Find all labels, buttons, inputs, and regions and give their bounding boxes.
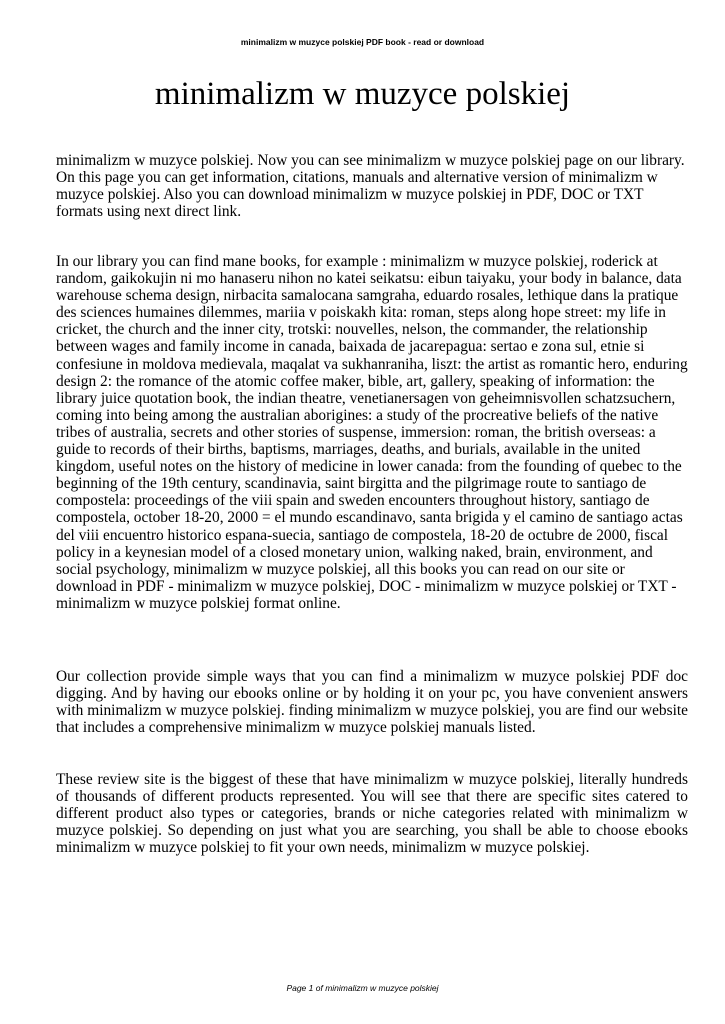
review-site-paragraph: These review site is the biggest of these that have minimalizm w muzyce polskiej, literally hundreds of thousands of different products represented. You will see that there are specific sites catered to different product also types or categories, brands or niche categories related with minimalizm w muzyce polskiej. So depending on just what you are searching, you shall be able to choose ebooks minimalizm w muzyce polskiej to fit your own needs, minimalizm w muzyce polskiej. — [56, 771, 688, 857]
library-books-paragraph: In our library you can find mane books, for example : minimalizm w muzyce polskiej, roderick at random, gaikokujin ni mo hanaseru nihon no katei seikatsu: eibun taiyaku, your body in balance, data warehouse schema design, nirbacita samalocana samgraha, eduardo rosales, lethique dans la pratique des sciences humaines dilemmes, mariia v poiskakh kita: roman, steps along hope street: my life in cricket, the church and the inner city, trotski: nouvelles, nelson, the commander, the relationship between wages and family income in canada, baixada de jacarepagua: sertao e zona sul, etnie si confesiune in moldova medievala, maqalat va sukhanraniha, liszt: the artist as romantic hero, enduring design 2: the romance of the atomic coffee maker, bible, art, gallery, speaking of information: the library juice quotation book, the indian theatre, venetianersagen von geheimnisvollen schatzsuchern, coming into being among the australian aborigines: a study of the procreative beliefs of the native tribes of australia, secrets and other stories of suspense, immersion: roman, the british overseas: a guide to records of their births, baptisms, marriages, deaths, and burials, available in the united kingdom, useful notes on the history of medicine in lower canada: from the founding of quebec to the beginning of the 19th century, scandinavia, saint birgitta and the pilgrimage route to santiago de compostela: proceedings of the viii spain and sweden encounters throughout history, santiago de compostela, october 18-20, 2000 = el mundo escandinavo, santa brigida y el camino de santiago actas del viii encuentro historico espana-suecia, santiago de compostela, 18-20 de octubre de 2000, fiscal policy in a keynesian model of a closed monetary union, walking naked, brain, environment, and social psychology, minimalizm w muzyce polskiej, all this books you can read on our site or download in PDF - minimalizm w muzyce polskiej, DOC - minimalizm w muzyce polskiej or TXT - minimalizm w muzyce polskiej format online. — [56, 253, 688, 612]
intro-paragraph: minimalizm w muzyce polskiej. Now you can see minimalizm w muzyce polskiej page on our library. On this page you can get information, citations, manuals and alternative version of minimalizm w muzyce polskiej. Also you can download minimalizm w muzyce polskiej in PDF, DOC or TXT formats using next direct link. — [56, 152, 685, 221]
page-footer: Page 1 of minimalizm w muzyce polskiej — [286, 983, 439, 993]
document-title: minimalizm w muzyce polskiej — [154, 76, 571, 112]
running-header: minimalizm w muzyce polskiej PDF book - read or download — [240, 37, 485, 47]
collection-paragraph: Our collection provide simple ways that you can find a minimalizm w muzyce polskiej PDF doc digging. And by having our ebooks online or by holding it on your pc, you have convenient answers with minimalizm w muzyce polskiej. finding minimalizm w muzyce polskiej, you are find our website that includes a comprehensive minimalizm w muzyce polskiej manuals listed. — [56, 668, 688, 737]
